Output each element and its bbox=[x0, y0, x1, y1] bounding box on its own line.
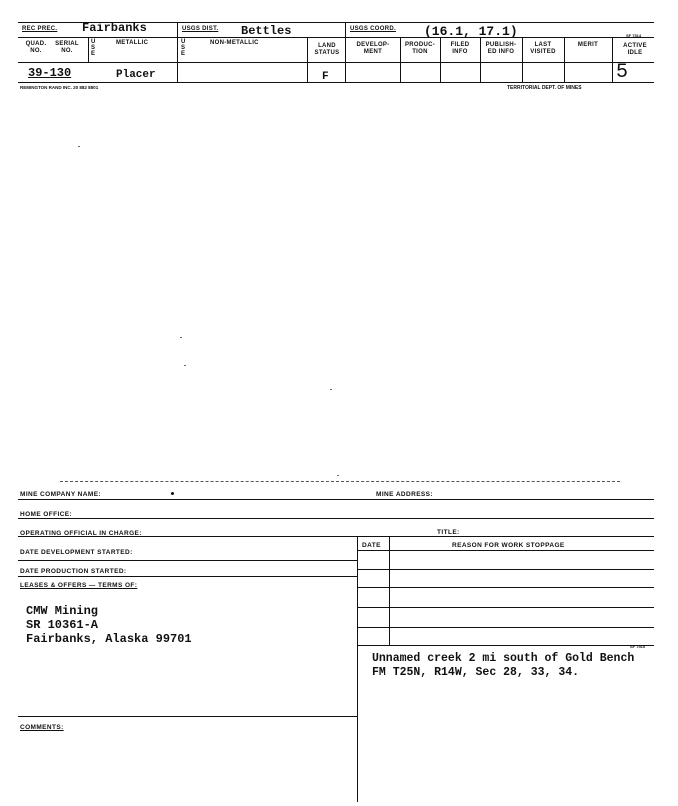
rec-prec-value: Fairbanks bbox=[82, 21, 147, 35]
footer-right: TERRITORIAL DEPT. OF MINES bbox=[507, 85, 582, 91]
title-label: TITLE: bbox=[437, 529, 460, 536]
col-active-idle-label: ACTIVE IDLE bbox=[623, 43, 647, 56]
col-use-metallic-label: U S E bbox=[91, 39, 96, 57]
operating-official-label: OPERATING OFFICIAL IN CHARGE: bbox=[20, 530, 142, 537]
form-code-bottom: SF 7515 bbox=[630, 644, 646, 649]
comments-label: COMMENTS: bbox=[20, 724, 64, 731]
leases-label: LEASES & OFFERS — TERMS OF: bbox=[20, 582, 138, 589]
rec-prec-label: REC PREC. bbox=[22, 26, 58, 32]
lease-line-1: CMW Mining bbox=[26, 604, 99, 618]
col-production-label: PRODUC- TION bbox=[404, 42, 436, 55]
col-development-label: DEVELOP- MENT bbox=[356, 42, 390, 55]
location-line-1: Unnamed creek 2 mi south of Gold Bench bbox=[372, 652, 635, 665]
home-office-label: HOME OFFICE: bbox=[20, 511, 73, 518]
quad-serial-value: 39-130 bbox=[28, 66, 72, 80]
usgs-coord-label: USGS COORD. bbox=[350, 26, 396, 32]
usgs-dist-label: USGS DIST. bbox=[182, 26, 219, 32]
land-status-value: F bbox=[322, 71, 329, 83]
col-quad-label: QUAD. NO. bbox=[25, 41, 47, 54]
col-serial-label: SERIAL NO. bbox=[55, 41, 79, 54]
date-column-label: DATE bbox=[362, 542, 381, 549]
active-idle-value: 5 bbox=[616, 61, 629, 84]
col-published-info-label: PUBLISH- ED INFO bbox=[485, 42, 517, 55]
col-use-nonmetallic-label: U S E bbox=[181, 39, 186, 57]
col-nonmetallic-label: NON-METALLIC bbox=[210, 40, 259, 46]
footer-left: REMINGTON RAND INC. 20 882 8801 bbox=[20, 85, 99, 90]
location-line-2: FM T25N, R14W, Sec 28, 33, 34. bbox=[372, 666, 580, 679]
form-code-top: SF 7514 bbox=[626, 33, 642, 38]
lease-line-3: Fairbanks, Alaska 99701 bbox=[26, 632, 192, 646]
col-merit-label: MERIT bbox=[577, 42, 599, 48]
date-production-label: DATE PRODUCTION STARTED: bbox=[20, 568, 127, 575]
mine-address-label: MINE ADDRESS: bbox=[376, 491, 433, 498]
lease-line-2: SR 10361-A bbox=[26, 618, 99, 632]
col-last-visited-label: LAST VISITED bbox=[530, 42, 556, 55]
usgs-dist-value: Bettles bbox=[241, 24, 292, 38]
col-filed-info-label: FILED INFO bbox=[450, 42, 470, 55]
mine-company-label: MINE COMPANY NAME: bbox=[20, 491, 101, 498]
col-land-status-label: LAND STATUS bbox=[314, 43, 340, 56]
metallic-value: Placer bbox=[116, 69, 156, 81]
reason-column-label: REASON FOR WORK STOPPAGE bbox=[452, 542, 565, 549]
date-development-label: DATE DEVELOPMENT STARTED: bbox=[20, 549, 133, 556]
usgs-coord-value: (16.1, 17.1) bbox=[424, 24, 518, 39]
col-metallic-label: METALLIC bbox=[116, 40, 149, 46]
